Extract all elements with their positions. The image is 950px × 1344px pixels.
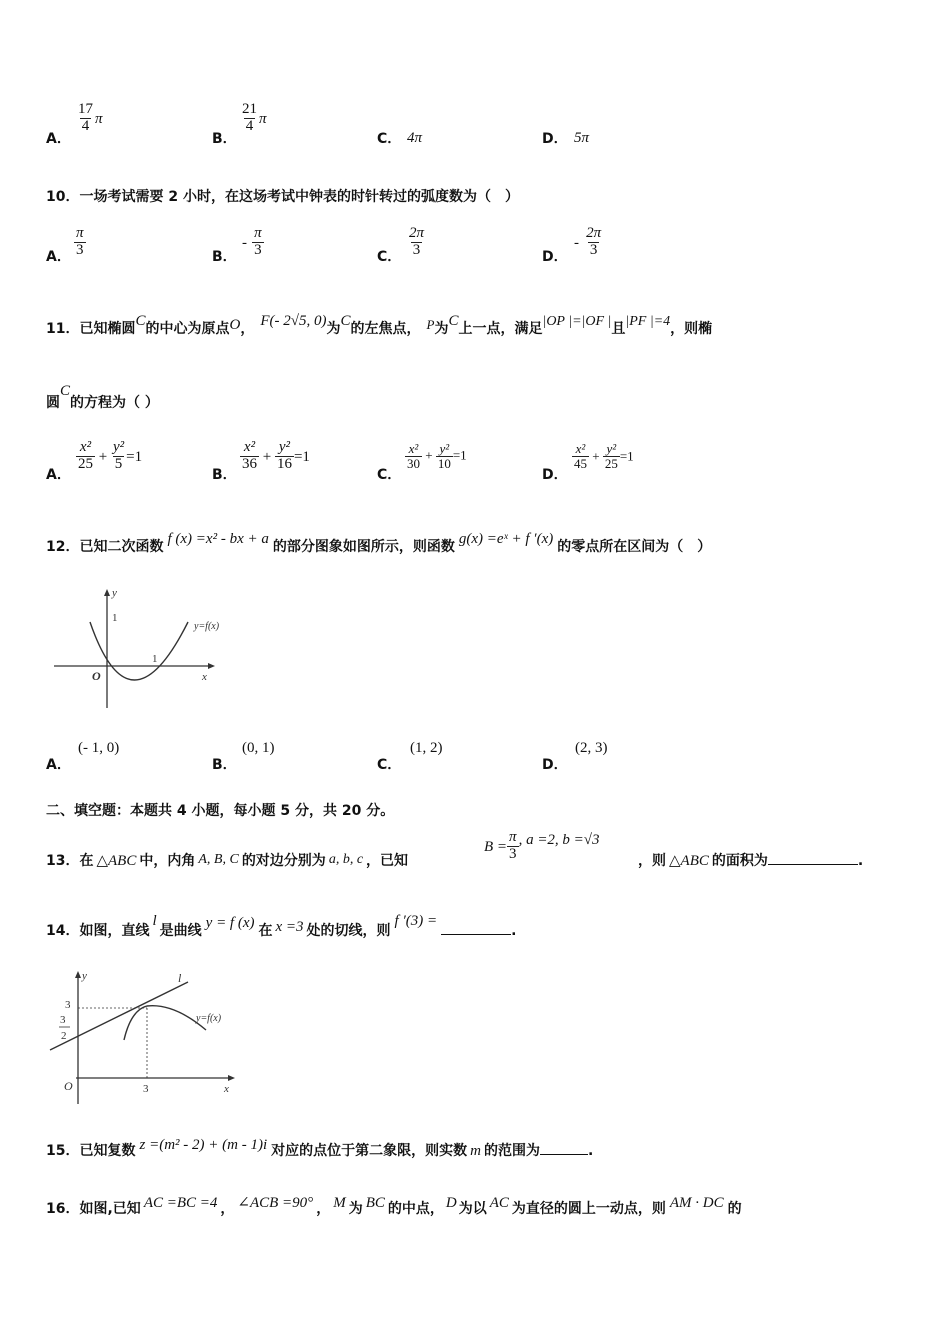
q12-option-a-value: (- 1, 0) bbox=[78, 740, 120, 756]
q11-text-7: 且 bbox=[611, 321, 626, 337]
q11-stem-line2 bbox=[46, 383, 159, 412]
q16-stem bbox=[46, 1195, 742, 1218]
q15-z: z =(m² - 2) + (m - 1)i bbox=[139, 1137, 268, 1153]
q11-c-n2: y² bbox=[439, 441, 450, 456]
q11-d-n2: y² bbox=[606, 441, 617, 456]
q13-rest: , a =2, b =√3 bbox=[518, 831, 600, 848]
q11-a-eq: =1 bbox=[126, 448, 143, 465]
q15-m: m bbox=[470, 1143, 481, 1159]
q13-B-den: 3 bbox=[509, 845, 517, 862]
q12-f: f (x) =x² - bx + a bbox=[167, 531, 269, 547]
q14-x-label: x bbox=[224, 1083, 229, 1095]
q11-C2: C bbox=[340, 313, 351, 329]
q10-option-c-label: C． bbox=[377, 249, 402, 265]
q11-line2-C: C bbox=[60, 383, 71, 399]
q11-a-n1: x² bbox=[79, 439, 92, 455]
q9-option-c-label: C． bbox=[377, 131, 402, 147]
q11-c-eq: =1 bbox=[452, 447, 467, 463]
q9-option-a-label: A． bbox=[46, 131, 71, 147]
q9-a-den: 4 bbox=[81, 117, 90, 134]
q12-x-arrow bbox=[208, 663, 215, 669]
q13-stem bbox=[46, 850, 408, 870]
section-2-heading: 二、填空题：本题共 4 小题，每小题 5 分，共 20 分。 bbox=[46, 803, 395, 819]
q9-option-b-value bbox=[240, 102, 267, 135]
q13-abc: a, b, c bbox=[328, 852, 364, 867]
q15-answer-blank[interactable] bbox=[540, 1140, 588, 1155]
q13-text-3: 的对边分别为 bbox=[241, 853, 326, 869]
q16-dot: AM · DC bbox=[669, 1195, 724, 1211]
q11-d-n1: x² bbox=[575, 441, 586, 456]
q10-b-den: 3 bbox=[254, 241, 262, 258]
q13-tri: △ABC bbox=[96, 853, 137, 869]
q13-text-1: 13．在 bbox=[46, 853, 94, 869]
q14-l-label: l bbox=[178, 971, 182, 985]
q12-parabola bbox=[90, 622, 188, 680]
q14-stem bbox=[46, 913, 517, 940]
q9-option-a-value bbox=[76, 102, 103, 135]
q10-d-sign: - bbox=[574, 234, 579, 251]
q14-half-num: 3 bbox=[60, 1014, 66, 1026]
q14-answer-blank[interactable] bbox=[441, 920, 511, 935]
q13-text-6: 的面积为 bbox=[711, 853, 768, 869]
q11-PF: |PF |=4 bbox=[625, 314, 671, 329]
q14-end: . bbox=[511, 923, 517, 939]
q16-c2: ， bbox=[316, 1201, 331, 1217]
q13-text-4: ，已知 bbox=[366, 853, 409, 869]
q10-b-sign: - bbox=[242, 234, 247, 251]
q12-y-arrow bbox=[104, 589, 110, 596]
q10-option-b-value bbox=[242, 226, 264, 259]
q10-c-num: 2π bbox=[409, 225, 425, 241]
q11-a-d1: 25 bbox=[78, 455, 93, 472]
q16-M: M bbox=[333, 1195, 346, 1211]
q11-b-d1: 36 bbox=[242, 455, 257, 472]
q14-text-3: 在 bbox=[258, 923, 273, 939]
q11-text-2: 的中心为原点 bbox=[145, 321, 230, 337]
q13-text-5: ，则 bbox=[638, 853, 666, 869]
q14-x-three: 3 bbox=[143, 1083, 149, 1095]
q14-l: l bbox=[152, 913, 157, 929]
q16-text-5: 为直径的圆上一动点，则 bbox=[511, 1201, 666, 1217]
q11-b-n1: x² bbox=[243, 439, 256, 455]
q12-text-1: 12．已知二次函数 bbox=[46, 539, 164, 555]
q11-a-d2: 5 bbox=[114, 455, 123, 472]
q16-text-6: 的 bbox=[727, 1201, 742, 1217]
q11-b-d2: 16 bbox=[276, 455, 292, 472]
q11-P: P bbox=[426, 317, 435, 332]
q13-B: B = bbox=[484, 838, 508, 855]
q14-yfx: y = f (x) bbox=[205, 915, 255, 931]
q12-origin: O bbox=[92, 669, 101, 683]
q12-y-label: y bbox=[112, 587, 117, 599]
q11-O: O bbox=[229, 317, 241, 333]
q11-comma: ， bbox=[240, 321, 255, 337]
q11-b-eq: =1 bbox=[293, 448, 310, 465]
q14-half-den: 2 bbox=[61, 1030, 67, 1042]
q10-d-num: 2π bbox=[586, 225, 602, 241]
q10-option-b-label: B． bbox=[212, 249, 237, 265]
q12-x-label: x bbox=[202, 671, 207, 683]
q10-a-den: 3 bbox=[76, 241, 84, 258]
q11-F: F(- 2√5, 0) bbox=[260, 313, 327, 329]
q16-c1: ， bbox=[220, 1201, 235, 1217]
q11-option-d-value: $\frac{\text{x²}}{45}$ + $\frac{\text{y²}}{25}$ =1 bbox=[574, 441, 634, 471]
q10-option-a-label: A． bbox=[46, 249, 71, 265]
q10-option-d-value bbox=[574, 226, 603, 259]
q11-text-4: 的左焦点， bbox=[350, 321, 421, 337]
q11-text-1: 11．已知椭圆 bbox=[46, 321, 136, 337]
q11-text-6: 上一点，满足 bbox=[458, 321, 543, 337]
q11-line2-b: 的方程为（ ） bbox=[70, 395, 159, 411]
q16-text-2: 为 bbox=[348, 1201, 363, 1217]
q14-text-1: 14．如图，直线 bbox=[46, 923, 150, 939]
q9-b-pi: π bbox=[259, 110, 267, 127]
q10-b-num: π bbox=[254, 225, 262, 241]
q14-graph bbox=[46, 966, 246, 1106]
q9-a-pi: π bbox=[95, 110, 103, 127]
q14-x-arrow bbox=[228, 1075, 235, 1081]
q9-a-num: 17 bbox=[78, 101, 93, 117]
q15-text-1: 15．已知复数 bbox=[46, 1143, 136, 1159]
q14-curve-label: y=f(x) bbox=[196, 1013, 222, 1024]
q11-b-n2: y² bbox=[278, 439, 291, 455]
q11-stem bbox=[46, 313, 713, 338]
q11-text-5: 为 bbox=[434, 321, 449, 337]
q11-option-c-label: C． bbox=[377, 467, 402, 483]
q11-option-c-value: $\frac{\text{x²}}{30}$ + $\frac{\text{y²}}{10}$ =1 bbox=[407, 441, 467, 471]
q13-B-num: π bbox=[509, 829, 517, 845]
q12-option-b-label: B． bbox=[212, 757, 237, 773]
q12-graph bbox=[48, 584, 248, 714]
q12-y-one: 1 bbox=[112, 612, 118, 624]
q14-text-4: 处的切线，则 bbox=[306, 923, 391, 939]
q14-curve bbox=[124, 1006, 206, 1040]
q11-c-d2: 10 bbox=[437, 455, 451, 471]
q11-option-d-label: D． bbox=[542, 467, 568, 483]
q10-option-a-value bbox=[74, 226, 86, 259]
q9-option-c-value: 4π bbox=[407, 130, 423, 146]
q9-option-d-value: 5π bbox=[574, 130, 590, 146]
q10-option-c-value bbox=[407, 226, 426, 259]
q9-b-den: 4 bbox=[245, 117, 254, 134]
q11-option-a-label: A． bbox=[46, 467, 71, 483]
q10-stem: 10．一场考试需要 2 小时，在这场考试中钟表的时针转过的弧度数为（ ） bbox=[46, 189, 519, 205]
q15-text-2: 对应的点位于第二象限，则实数 bbox=[271, 1143, 468, 1159]
q13-answer-blank[interactable] bbox=[768, 850, 858, 865]
q12-option-a-label: A． bbox=[46, 757, 71, 773]
q14-text-2: 是曲线 bbox=[159, 923, 202, 939]
q11-OP: |OP |=|OF | bbox=[542, 314, 612, 329]
q12-option-b-value: (0, 1) bbox=[242, 740, 275, 756]
q11-option-b-value: $\frac{\text{x²}}{36}$ + $\frac{\text{y²}}{16}$ =1 bbox=[242, 439, 310, 472]
q12-x-one: 1 bbox=[152, 653, 158, 665]
q15-stem bbox=[46, 1137, 594, 1160]
q11-option-b-label: B． bbox=[212, 467, 237, 483]
q16-AC: AC bbox=[489, 1195, 509, 1211]
q16-D: D bbox=[445, 1195, 457, 1211]
q14-y-arrow bbox=[75, 971, 81, 978]
q11-c-n1: x² bbox=[408, 441, 419, 456]
q14-y-three: 3 bbox=[65, 999, 71, 1011]
q14-x3: x =3 bbox=[275, 919, 304, 935]
q11-c-d1: 30 bbox=[407, 455, 420, 471]
q16-BC: BC bbox=[365, 1195, 385, 1211]
q14-origin: O bbox=[64, 1079, 73, 1093]
q11-C: C bbox=[135, 313, 146, 329]
q15-text-3: 的范围为 bbox=[483, 1143, 540, 1159]
q10-a-num: π bbox=[76, 225, 84, 241]
q12-stem bbox=[46, 531, 712, 556]
q10-c-den: 3 bbox=[412, 241, 421, 258]
q10-option-d-label: D． bbox=[542, 249, 568, 265]
q11-d-eq: =1 bbox=[619, 448, 634, 464]
q14-tangent-line bbox=[50, 982, 188, 1050]
q9-b-num: 21 bbox=[242, 101, 257, 117]
q16-text-3: 的中点， bbox=[387, 1201, 444, 1217]
q12-option-d-value: (2, 3) bbox=[575, 740, 608, 756]
q12-option-c-label: C． bbox=[377, 757, 402, 773]
q14-fp: f ′(3) = bbox=[394, 913, 438, 929]
q15-end: . bbox=[587, 1143, 594, 1159]
q13-given bbox=[484, 830, 600, 863]
q9-option-d-label: D． bbox=[542, 131, 568, 147]
q12-text-3: 的零点所在区间为（ ） bbox=[557, 539, 712, 555]
q14-y-label: y bbox=[82, 970, 87, 982]
q13-tail bbox=[638, 850, 863, 870]
q12-option-c-value: (1, 2) bbox=[410, 740, 443, 756]
q11-C3: C bbox=[448, 313, 459, 329]
q16-text-4: 为以 bbox=[458, 1201, 487, 1217]
q12-text-2: 的部分图象如图所示，则函数 bbox=[272, 539, 455, 555]
q13-end: . bbox=[857, 853, 864, 869]
q11-d-d2: 25 bbox=[604, 455, 618, 471]
q11-line2-a: 圆 bbox=[46, 395, 60, 411]
q13-text-2: 中，内角 bbox=[139, 853, 196, 869]
q11-text-8: ，则椭 bbox=[670, 321, 713, 337]
q12-curve-label: y=f(x) bbox=[194, 621, 220, 632]
q11-a-n2: y² bbox=[112, 439, 125, 455]
q11-d-d1: 45 bbox=[574, 455, 587, 471]
q16-angle: ∠ACB =90° bbox=[237, 1195, 314, 1211]
q12-option-d-label: D． bbox=[542, 757, 568, 773]
q12-g: g(x) =eˣ + f ′(x) bbox=[458, 531, 554, 547]
q10-d-den: 3 bbox=[589, 241, 598, 258]
q13-tri2: △ABC bbox=[669, 853, 709, 869]
q9-option-b-label: B． bbox=[212, 131, 237, 147]
q13-ABC: A, B, C bbox=[198, 852, 239, 867]
q11-text-3: 为 bbox=[326, 321, 341, 337]
q16-text-1: 16．如图,已知 bbox=[46, 1201, 141, 1217]
q11-option-a-value: $\frac{\text{x²}}{25}$ + $\frac{\text{y²}}{5}$ =1 bbox=[78, 439, 143, 472]
q16-ac: AC =BC =4 bbox=[143, 1195, 218, 1211]
